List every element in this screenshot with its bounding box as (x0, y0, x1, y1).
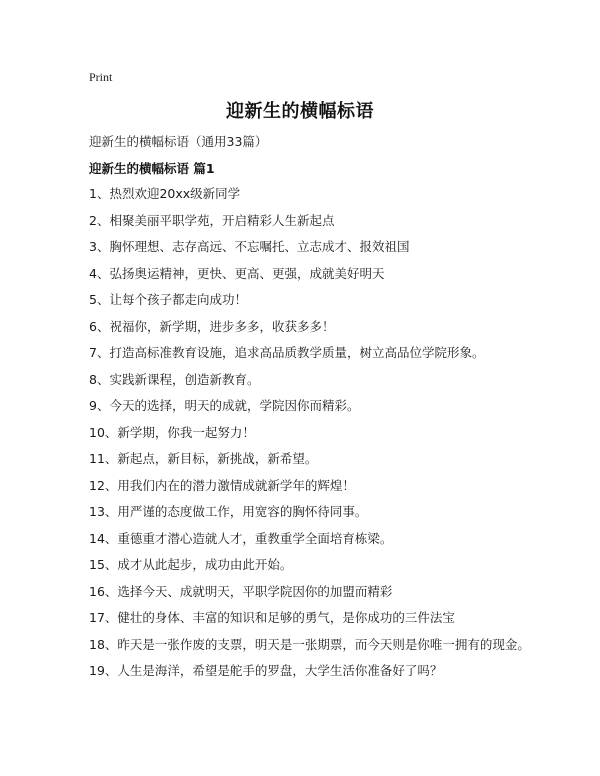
list-item: 3、胸怀理想、志存高远、不忘嘱托、立志成才、报效祖国 (89, 239, 410, 254)
page-title: 迎新生的横幅标语 (226, 101, 374, 122)
list-item: 4、弘扬奥运精神，更快、更高、更强，成就美好明天 (89, 265, 385, 281)
slogan-list (89, 184, 559, 688)
list-item: 7、打造高标准教育设施，追求高品质教学质量，树立高品位学院形象。 (89, 345, 485, 360)
list-item: 1、热烈欢迎20xx级新同学 (89, 186, 241, 201)
list-item: 9、今天的选择，明天的成就，学院因你而精彩。 (89, 398, 360, 413)
list-item: 15、成才从此起步，成功由此开始。 (89, 557, 293, 572)
list-item: 19、人生是海洋，希望是舵手的罗盘，大学生活你准备好了吗？ (89, 663, 443, 678)
list-item: 16、选择今天、成就明天，平职学院因你的加盟而精彩 (89, 583, 393, 599)
list-item: 6、祝福你，新学期，进步多多，收获多多！ (89, 318, 335, 334)
document-subtitle: 迎新生的横幅标语（通用33篇） (89, 134, 268, 149)
list-item: 8、实践新课程，创造新教育。 (89, 371, 260, 387)
list-item: 5、让每个孩子都走向成功！ (89, 292, 247, 307)
list-item: 14、重德重才潜心造就人才，重教重学全面培育栋梁。 (89, 530, 393, 546)
print-label: Print (89, 70, 113, 84)
list-item: 12、用我们内在的潜力激情成就新学年的辉煌！ (89, 477, 355, 493)
list-item: 11、新起点，新目标，新挑战，新希望。 (89, 451, 318, 466)
section-heading: 迎新生的横幅标语 篇1 (89, 161, 215, 176)
list-item: 18、昨天是一张作废的支票，明天是一张期票，而今天则是你唯一拥有的现金。 (89, 636, 530, 652)
list-item: 2、相聚美丽平职学苑，开启精彩人生新起点 (89, 212, 335, 228)
list-item: 13、用严谨的态度做工作，用宽容的胸怀待同事。 (89, 504, 368, 519)
list-item: 17、健壮的身体、丰富的知识和足够的勇气，是你成功的三件法宝 (89, 610, 455, 625)
list-item: 10、新学期，你我一起努力！ (89, 424, 255, 440)
